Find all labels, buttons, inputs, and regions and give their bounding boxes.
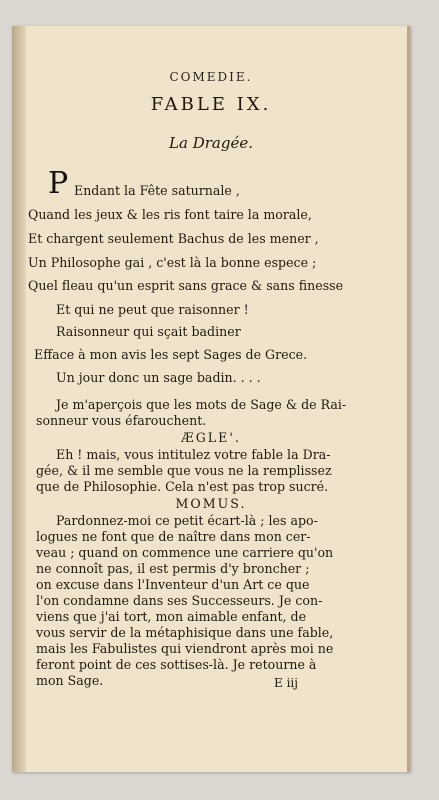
speaker-aegle: ÆGLE'.	[181, 430, 241, 445]
dialogue-line: vous servir de la métaphisique dans une fable,	[36, 625, 334, 640]
dialogue-line: gée, & il me semble que vous ne la remplissez	[36, 463, 332, 478]
poem-line: Et qui ne peut que raisonner !	[56, 302, 249, 317]
book-page	[12, 26, 410, 772]
prose-line: sonneur vous éfarouchent.	[36, 413, 207, 428]
poem-line: Et chargent seulement Bachus de les mener ,	[28, 231, 319, 246]
dialogue-line: veau ; quand on commence une carriere qu'on	[36, 545, 334, 560]
prose-line: Je m'aperçois que les mots de Sage & de Rai-	[56, 397, 347, 412]
dialogue-line: l'on condamne dans ses Successeurs. Je con-	[36, 593, 323, 608]
poem-line: Un Philosophe gai , c'est là la bonne espece ;	[28, 255, 317, 270]
poem-line: Raisonneur qui sçait badiner	[56, 324, 241, 339]
dialogue-line: logues ne font que de naître dans mon cer-	[36, 529, 311, 544]
dialogue-line: feront point de ces sottises-là. Je retourne à	[36, 657, 317, 672]
dialogue-line: que de Philosophie. Cela n'est pas trop sucré.	[36, 479, 329, 494]
dialogue-line: on excuse dans l'Inventeur d'un Art ce que	[36, 577, 310, 592]
dialogue-line: mais les Fabulistes qui viendront après moi ne	[36, 641, 334, 656]
poem-line: Endant la Fête saturnale ,	[74, 183, 240, 198]
fable-title: FABLE IX.	[150, 94, 272, 115]
drop-cap: P	[48, 166, 69, 201]
poem-line: Quand les jeux & les ris font taire la morale,	[28, 207, 312, 222]
dialogue-line: Pardonnez-moi ce petit écart-là ; les apo-	[56, 513, 318, 528]
poem-line: Quel fleau qu'un esprit sans grace & sans finesse	[28, 278, 344, 293]
signature-mark: E iij	[274, 676, 298, 690]
dialogue-line: ne connoît pas, il est permis d'y broncher ;	[36, 561, 310, 576]
speaker-momus: MOMUS.	[175, 496, 247, 511]
dialogue-line: mon Sage.	[36, 673, 104, 688]
poem-line: Un jour donc un sage badin. . . .	[56, 370, 261, 385]
dialogue-line: viens que j'ai tort, mon aimable enfant, de	[36, 609, 307, 624]
poem-line: Efface à mon avis les sept Sages de Grece.	[34, 347, 308, 362]
dialogue-line: Eh ! mais, vous intitulez votre fable la Dra-	[56, 447, 331, 462]
running-head: COMEDIE.	[169, 70, 253, 84]
fable-subtitle: La Dragée.	[169, 134, 253, 152]
